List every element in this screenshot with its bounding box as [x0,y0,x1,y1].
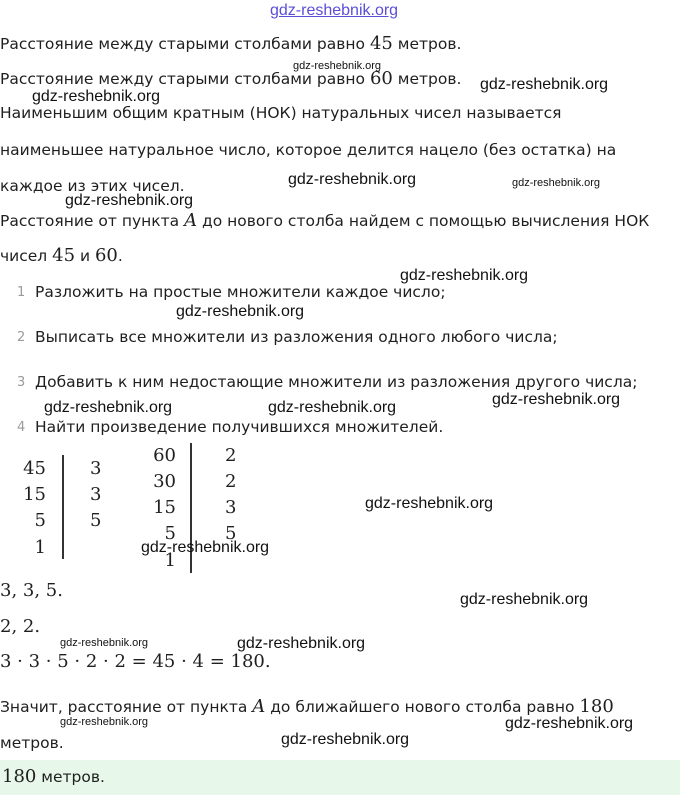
watermark-text: gdz-reshebnik.org [60,637,149,649]
definition-line-2: наименьшее натуральное число, которое делится нацело (без остатка) на [0,141,617,159]
step-text: Добавить к ним недостающие множители из разложения другого числа; [35,373,638,391]
math-variable: A [184,210,198,231]
factor-dividend: 60 [153,445,176,466]
text-line-distance-60 [0,68,461,89]
watermark-text: gdz-reshebnik.org [400,267,529,284]
watermark-text: gdz-reshebnik.org [237,635,366,652]
definition-line-1: Наименьшим общим кратным (НОК) натуральных чисел называется [0,104,562,122]
answer-box [0,760,680,795]
answer-text [2,766,105,787]
watermark-text: gdz-reshebnik.org [480,76,609,93]
step-number: 2 [17,330,26,345]
factor-dividend: 1 [34,537,46,558]
math-number: 180 [2,766,37,787]
factor-divisor: 2 [225,471,237,492]
step-number: 4 [17,420,26,435]
text-fragment: Расстояние от пункта [0,212,185,230]
math-number: 60 [94,245,118,266]
watermark-text: gdz-reshebnik.org [32,88,161,105]
text-line-distance-45 [0,33,461,54]
definition-line-3: каждое из этих чисел. [0,177,185,195]
factor-dividend: 15 [153,497,176,518]
math-number: 45 [52,245,76,266]
factor-dividend: 45 [23,458,46,479]
watermark-text: gdz-reshebnik.org [281,731,410,748]
factor-dividend: 1 [164,550,176,571]
factor-divisor: 5 [225,523,237,544]
step-number: 1 [17,285,26,300]
math-number: 45 [369,33,393,54]
text-fragment: метров. [392,70,462,88]
factor-divider-line [62,455,64,559]
watermark-text: gdz-reshebnik.org [176,303,305,320]
text-fragment: Значит, расстояние от пункта [0,698,253,716]
math-variable: A [252,696,266,717]
watermark-text: gdz-reshebnik.org [492,391,621,408]
factor-divisor: 3 [90,458,102,479]
watermark-text: gdz-reshebnik.org [65,192,194,209]
factor-divisor: 3 [90,484,102,505]
watermark-text: gdz-reshebnik.org [288,171,417,188]
text-fragment: . [117,247,123,265]
text-fragment: чисел [0,247,53,265]
watermark-link[interactable]: gdz-reshebnik.org [270,2,399,19]
lcm-sentence-line-2 [0,245,123,266]
factor-dividend: 30 [153,471,176,492]
step-text: Разложить на простые множители каждое число; [35,283,446,301]
lcm-product: 3 · 3 · 5 · 2 · 2 = 45 · 4 = 180. [0,651,271,672]
watermark-text: gdz-reshebnik.org [141,539,270,556]
conclusion-line-1 [0,696,614,717]
lcm-sentence-line-1 [0,210,649,231]
factor-dividend: 15 [23,484,46,505]
watermark-text: gdz-reshebnik.org [505,715,634,732]
step-text: Выписать все множители из разложения одного любого числа; [35,328,558,346]
text-fragment: метров. [392,35,462,53]
math-number: 180 [579,696,614,717]
factors-of-60: 2, 2. [0,616,41,637]
text-fragment: Расстояние между старыми столбами равно [0,35,370,53]
factor-divisor: 3 [225,497,237,518]
watermark-text: gdz-reshebnik.org [460,591,589,608]
text-fragment: и [75,247,95,265]
text-fragment: метров. [36,768,105,786]
text-fragment: до нового столба найдем с помощью вычисления НОК [197,212,650,230]
watermark-text: gdz-reshebnik.org [365,495,494,512]
watermark-text: gdz-reshebnik.org [293,60,382,72]
step-text: Найти произведение получившихся множителей. [35,418,444,436]
text-fragment: до ближайшего нового столба равно [265,698,580,716]
conclusion-line-2: метров. [0,734,64,752]
watermark-text: gdz-reshebnik.org [60,716,149,728]
math-number: 60 [369,68,393,89]
watermark-text: gdz-reshebnik.org [268,399,397,416]
text-fragment: Расстояние между старыми столбами равно [0,70,370,88]
factor-dividend: 5 [164,523,176,544]
factor-dividend: 5 [34,510,46,531]
factors-of-45: 3, 3, 5. [0,580,63,601]
step-number: 3 [17,375,26,390]
watermark-text: gdz-reshebnik.org [44,399,173,416]
watermark-text: gdz-reshebnik.org [512,177,601,189]
factor-divisor: 5 [90,510,102,531]
factor-divisor: 2 [225,445,237,466]
